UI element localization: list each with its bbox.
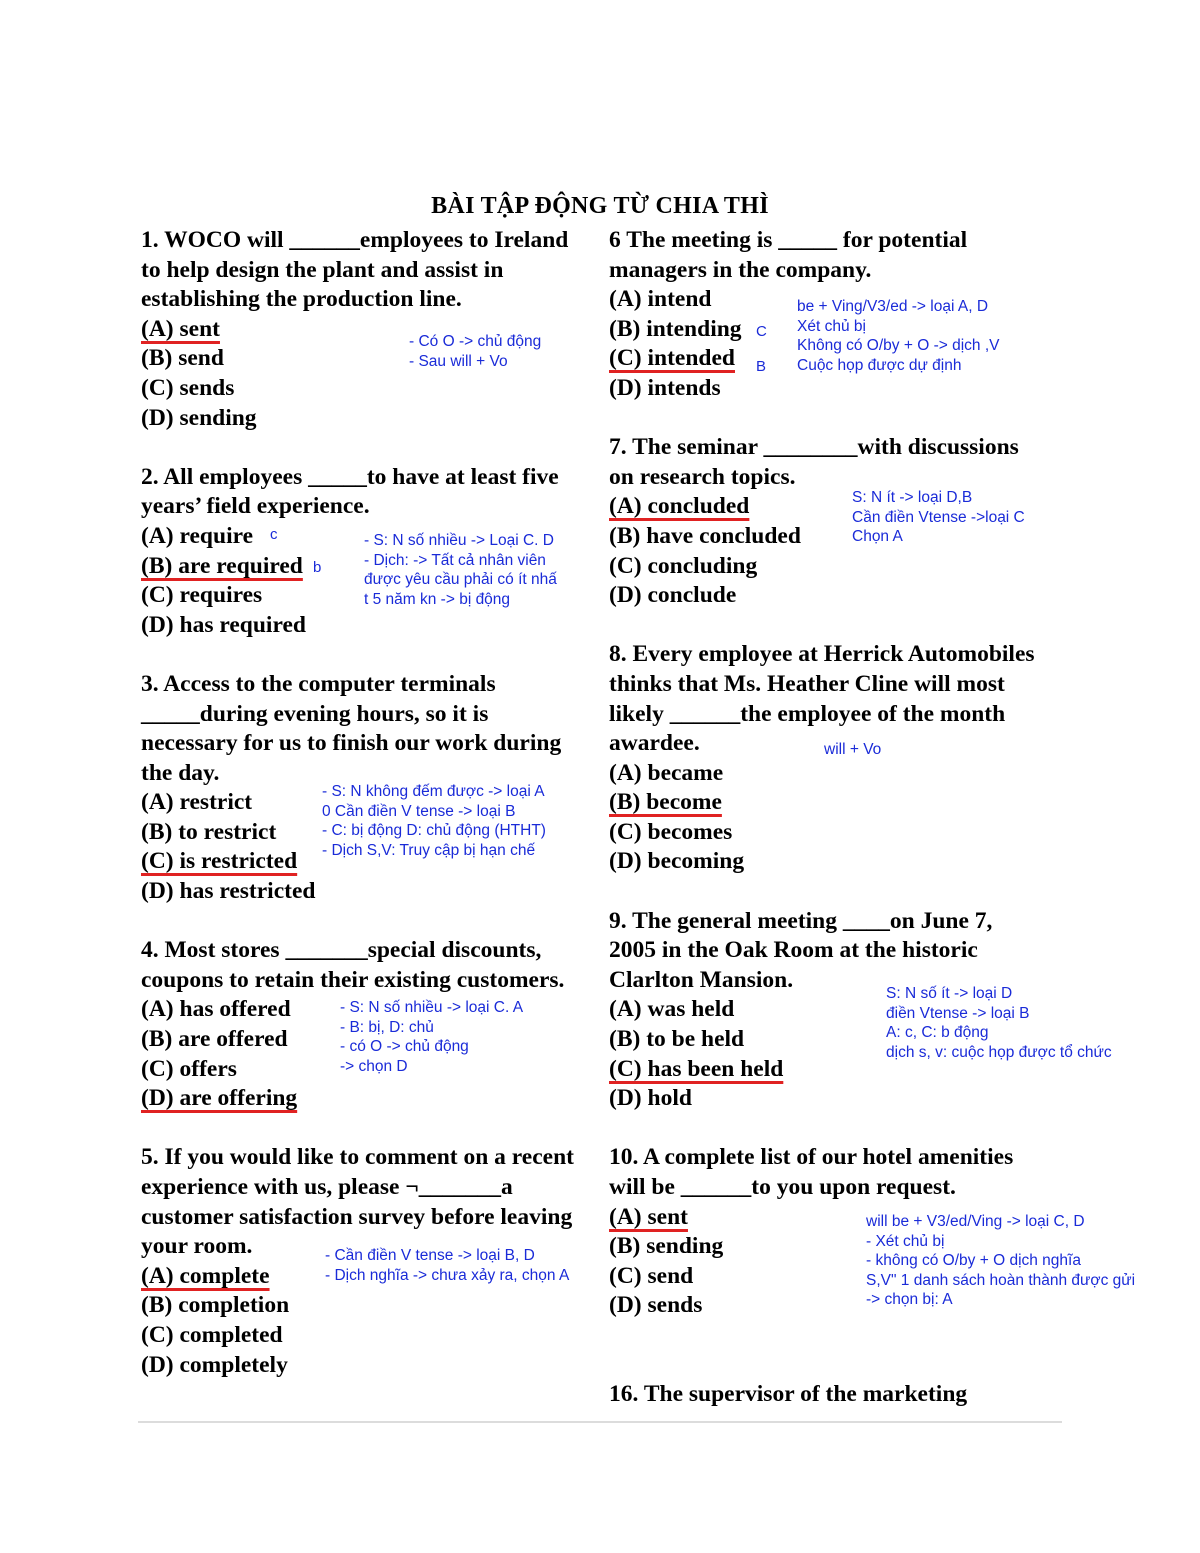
option-d: (D) becoming <box>609 848 745 875</box>
option-c: (C) concluding <box>609 552 758 579</box>
option-b: (B) completion <box>141 1292 290 1319</box>
option-c: (C) is restricted <box>141 848 298 875</box>
question-5-stem: 5. If you would like to comment on a recent experience with us, please ¬_______a customer satisfaction survey before leaving your room. <box>141 1144 574 1260</box>
option-d: (D) sends <box>609 1292 703 1319</box>
option-a: (A) restrict <box>141 789 253 816</box>
annotation-mark-q6-b: B <box>756 358 767 375</box>
question-8-stem: 8. Every employee at Herrick Automobiles thinks that Ms. Heather Cline will most likely ______the employee of the month awardee. <box>609 641 1035 757</box>
annotation-q7: S: N ít -> loại D,B Cần điền Vtense ->loại C Chọn A <box>852 489 1025 546</box>
option-c: (C) offers <box>141 1055 237 1082</box>
option-c: (C) sends <box>141 374 235 401</box>
question-4-stem: 4. Most stores _______special discounts, coupons to retain their existing customers. <box>141 937 565 993</box>
question-1-stem: 1. WOCO will ______employees to Ireland to help design the plant and assist in establishing the production line. <box>141 227 569 313</box>
option-b: (B) to restrict <box>141 818 277 845</box>
option-a: (A) was held <box>609 996 735 1023</box>
option-b: (B) are required <box>141 552 303 579</box>
option-a: (A) sent <box>609 1203 688 1230</box>
annotation-q5: - Cần điền V tense -> loại B, D - Dịch nghĩa -> chưa xảy ra, chọn A <box>325 1247 570 1284</box>
option-b: (B) become <box>609 789 722 816</box>
option-d: (D) conclude <box>609 582 737 609</box>
question-1 <box>141 226 601 433</box>
option-a: (A) complete <box>141 1262 270 1289</box>
option-b: (B) send <box>141 345 224 372</box>
option-a: (A) intend <box>609 286 712 313</box>
annotation-q9: S: N số ít -> loại D điền Vtense -> loại B A: c, C: b động dịch s, v: cuộc họp được tổ chức <box>886 985 1112 1061</box>
annotation-q3: - S: N không đếm được -> loại A 0 Cần điền V tense -> loại B - C: bị động D: chủ động (HTHT) - Dịch S,V: Truy cập bị hạn chế <box>322 783 546 859</box>
option-d: (D) hold <box>609 1085 692 1112</box>
page-divider <box>138 1421 1062 1423</box>
option-d: (D) intends <box>609 374 721 401</box>
annotation-q6: be + Ving/V3/ed -> loại A, D Xét chủ bị Không có O/by + O -> dịch ,V Cuộc họp được dự định <box>797 298 1000 374</box>
option-b: (B) have concluded <box>609 522 801 549</box>
option-d: (D) completely <box>141 1351 288 1378</box>
option-b: (B) intending <box>609 315 742 342</box>
annotation-mark-q2-a: c <box>270 526 278 543</box>
annotation-q10: will be + V3/ed/Ving -> loại C, D - Xét chủ bị - không có O/by + O dịch nghĩa S,V" 1 danh sách hoàn thành được gửi -> chọn bị: A <box>866 1213 1136 1309</box>
question-9-stem: 9. The general meeting ____on June 7, 2005 in the Oak Room at the historic Clarlton Mansion. <box>609 907 993 993</box>
option-a: (A) has offered <box>141 996 291 1023</box>
option-b: (B) are offered <box>141 1026 288 1053</box>
question-2-stem: 2. All employees _____to have at least five years’ field experience. <box>141 463 559 520</box>
option-b: (B) sending <box>609 1233 724 1260</box>
option-a: (A) require <box>141 522 254 549</box>
page-title: BÀI TẬP ĐỘNG TỪ CHIA THÌ <box>431 193 769 219</box>
annotation-q2: - S: N số nhiều -> Loại C. D - Dịch: -> Tất cả nhân viên được yêu cầu phải có ít nhấ t 5 năm kn -> bị động <box>364 532 557 608</box>
annotation-q8: will + Vo <box>824 741 882 758</box>
question-3-stem: 3. Access to the computer terminals _____during evening hours, so it is necessary for us to finish our work during the day. <box>141 670 562 786</box>
question-6-stem: 6 The meeting is _____ for potential managers in the company. <box>609 227 968 283</box>
option-d: (D) has restricted <box>141 878 316 905</box>
option-b: (B) to be held <box>609 1026 745 1053</box>
annotation-mark-q2-b: b <box>313 559 322 576</box>
option-c: (C) completed <box>141 1321 283 1348</box>
option-c: (C) requires <box>141 582 263 609</box>
question-7-stem: 7. The seminar ________with discussions on research topics. <box>609 434 1019 490</box>
annotation-mark-q6-c: C <box>756 323 767 340</box>
option-c: (C) has been held <box>609 1055 784 1082</box>
option-d: (D) are offering <box>141 1085 298 1112</box>
question-16-stem: 16. The supervisor of the marketing <box>609 1380 968 1407</box>
option-a: (A) sent <box>141 315 220 342</box>
option-d: (D) sending <box>141 404 257 431</box>
question-16 <box>609 1380 1079 1410</box>
option-a: (A) concluded <box>609 493 750 520</box>
question-10-stem: 10. A complete list of our hotel amenities will be ______to you upon request. <box>609 1144 1014 1200</box>
option-d: (D) has required <box>141 611 306 638</box>
option-c: (C) send <box>609 1262 694 1289</box>
option-c: (C) intended <box>609 345 735 372</box>
option-a: (A) became <box>609 759 724 786</box>
option-c: (C) becomes <box>609 818 733 845</box>
annotation-q1: - Có O -> chủ động - Sau will + Vo <box>409 333 542 370</box>
annotation-q4: - S: N số nhiều -> loại C. A - B: bị, D: chủ - có O -> chủ động -> chọn D <box>340 999 524 1075</box>
